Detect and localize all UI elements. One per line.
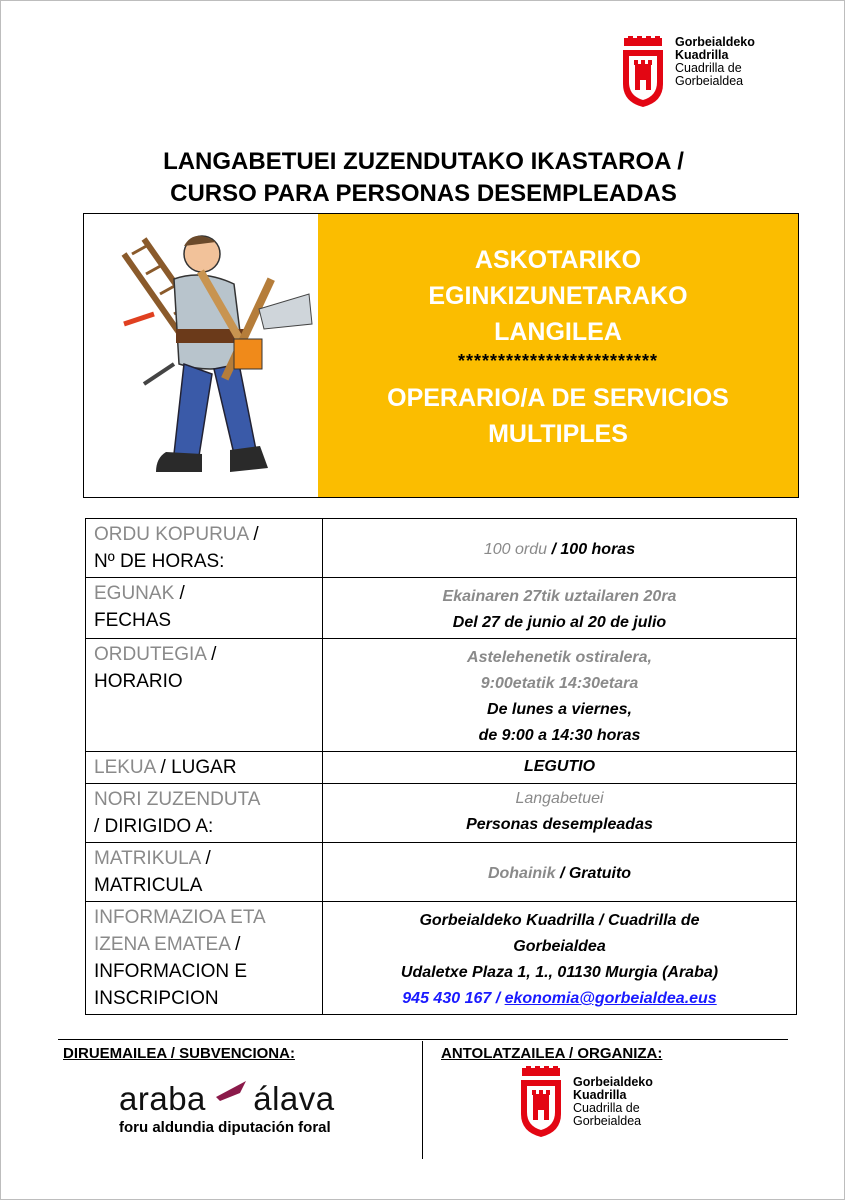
handyman-with-tools-icon — [84, 214, 317, 497]
logo-name-regular-1: Cuadrilla de — [675, 61, 742, 75]
schedule-label-es: HORARIO — [94, 671, 183, 692]
organizer-label — [441, 1045, 662, 1062]
hours-label-es: Nº DE HORAS: — [94, 551, 225, 572]
target-value-eu: Langabetuei — [515, 790, 604, 807]
course-banner — [83, 213, 799, 498]
info-label-es-1: INFORMACION E — [94, 961, 248, 982]
kuadrilla-logo — [621, 36, 755, 108]
title-line-1: LANGABETUEI ZUZENDUTAKO IKASTAROA / — [163, 148, 684, 175]
dates-label-es: FECHAS — [94, 610, 172, 631]
footer-logo-name-regular-2: Gorbeialdea — [573, 1114, 642, 1128]
kuadrilla-shield-icon — [519, 1066, 563, 1138]
footer-vertical-divider — [422, 1041, 423, 1159]
logo-name-regular-2: Gorbeialdea — [675, 74, 744, 88]
table-row-schedule — [86, 639, 797, 752]
araba-word-1: araba — [119, 1080, 206, 1117]
footer-logo-name-bold-1: Gorbeialdeko — [573, 1075, 653, 1089]
hours-label-eu: ORDU KOPURUA — [94, 524, 249, 545]
course-title-es-1: OPERARIO/A DE SERVICIOS — [387, 384, 729, 412]
dates-label-sep: / — [174, 583, 185, 604]
target-label-es: / DIRIGIDO A: — [94, 816, 214, 837]
footer-logo-name-bold-2: Kuadrilla — [573, 1088, 627, 1102]
info-email-link[interactable]: ekonomia@gorbeialdea.eus — [504, 990, 717, 1007]
footer-divider — [58, 1039, 788, 1040]
course-title-eu-1: ASKOTARIKO — [474, 246, 642, 274]
fee-value-es: Gratuito — [568, 865, 632, 882]
araba-accent-icon — [214, 1079, 248, 1101]
course-info-table — [85, 518, 797, 1015]
info-label-eu-1: INFORMAZIOA ETA — [94, 907, 266, 928]
info-label-eu-2: IZENA EMATEA — [94, 934, 230, 955]
araba-word-2: álava — [253, 1080, 335, 1117]
info-address: Udaletxe Plaza 1, 1., 01130 Murgia (Araba) — [400, 964, 719, 981]
hours-value-sep: / — [547, 541, 561, 558]
target-value-es: Personas desempleadas — [466, 816, 653, 833]
table-row-dates — [86, 578, 797, 639]
fee-label-sep: / — [200, 848, 211, 869]
info-label-sep: / — [229, 934, 241, 955]
kuadrilla-logo-footer — [519, 1066, 653, 1138]
fee-label-eu: MATRIKULA — [94, 848, 201, 869]
page-title — [61, 146, 786, 210]
hours-label-sep: / — [248, 524, 259, 545]
place-label-eu: LEKUA — [94, 757, 156, 778]
schedule-label-eu: ORDUTEGIA — [94, 644, 206, 665]
funder-label-text: DIRUEMAILEA / SUBVENCIONA: — [63, 1045, 295, 1062]
schedule-label-sep: / — [205, 644, 217, 665]
info-label-es-2: INSCRIPCION — [94, 988, 219, 1009]
title-separator: ************************* — [457, 351, 659, 371]
course-title-eu-2: EGINKIZUNETARAKO — [428, 282, 688, 310]
organizer-label-text: ANTOLATZAILEA / ORGANIZA: — [441, 1045, 663, 1062]
info-phone[interactable]: 945 430 167 / — [402, 990, 505, 1007]
fee-label-es: MATRICULA — [94, 875, 203, 896]
dates-label-eu: EGUNAK — [94, 583, 175, 604]
table-row-target — [86, 784, 797, 843]
funder-label — [63, 1045, 295, 1062]
schedule-value-eu-1: Astelehenetik ostiralera, — [467, 649, 652, 666]
dates-value-es: Del 27 de junio al 20 de julio — [452, 614, 667, 631]
place-label-sep: / — [155, 757, 172, 778]
footer-logo-name-regular-1: Cuadrilla de — [573, 1101, 640, 1115]
target-label-eu: NORI ZUZENDUTA — [94, 789, 261, 810]
table-row-info — [86, 902, 797, 1015]
schedule-value-es-1: De lunes a viernes, — [487, 701, 632, 718]
hours-value-eu: 100 ordu — [483, 541, 548, 558]
course-title-eu-3: LANGILEA — [494, 318, 622, 346]
kuadrilla-shield-icon — [621, 36, 665, 108]
info-org-2: Gorbeialdea — [513, 938, 606, 955]
place-label-es: LUGAR — [171, 757, 237, 778]
course-title-panel — [318, 214, 798, 497]
table-row-place — [86, 752, 797, 784]
logo-name-bold-2: Kuadrilla — [675, 48, 729, 62]
araba-alava-logo — [119, 1081, 359, 1136]
fee-value-sep: / — [555, 865, 569, 882]
table-row-hours — [86, 519, 797, 578]
table-row-fee — [86, 843, 797, 902]
fee-value-eu: Dohainik — [487, 865, 556, 882]
place-value: LEGUTIO — [323, 752, 797, 784]
schedule-value-es-2: de 9:00 a 14:30 horas — [478, 727, 641, 744]
logo-name-bold-1: Gorbeialdeko — [675, 35, 755, 49]
info-org-1: Gorbeialdeko Kuadrilla / Cuadrilla de — [419, 912, 700, 929]
schedule-value-eu-2: 9:00etatik 14:30etara — [480, 675, 639, 692]
course-title-es-2: MULTIPLES — [488, 420, 628, 448]
hours-value-es: 100 horas — [560, 541, 636, 558]
dates-value-eu: Ekainaren 27tik uztailaren 20ra — [442, 588, 677, 605]
araba-subtitle: foru aldundia diputación foral — [119, 1119, 331, 1136]
title-line-2: CURSO PARA PERSONAS DESEMPLEADAS — [170, 180, 677, 207]
